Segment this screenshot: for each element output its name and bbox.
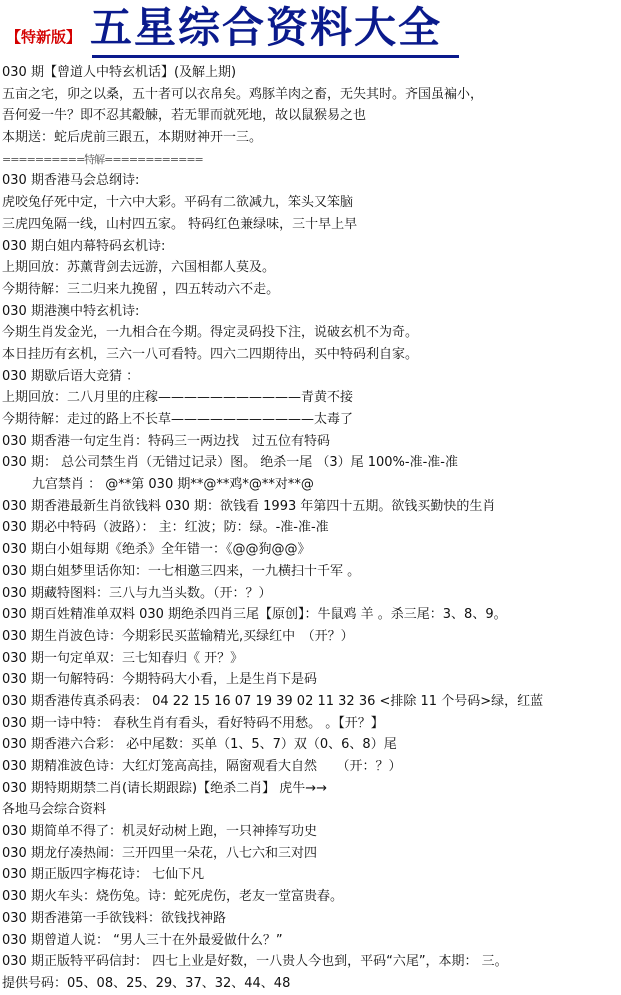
text-line: 030 期白小姐每期《绝杀》全年错一：《@@狗@@》 <box>2 542 311 558</box>
content-lines <box>2 62 619 995</box>
text-line: 030 期一诗中特： 春秋生肖有看头，看好特码不用愁。 。【开？】 <box>2 715 384 731</box>
text-line: 今期待解：三二归来九挽留 ，四五转动六不走。 <box>2 281 280 297</box>
text-line: 030 期一句解特码：今期特码大小看，上是生肖下是码 <box>2 672 317 688</box>
text-line: 本日挂历有玄机，三六一八可看特。四六二四期待出，买中特码利自家。 <box>2 346 419 362</box>
text-line: 提供号码：05、08、25、29、37、32、44、48 <box>2 975 291 991</box>
text-line: 今期生肖发金光，一九相合在今期。得定灵码投下注，说破玄机不为奇。 <box>2 325 419 341</box>
text-line: 030 期藏特图料：三八与九当头数。（开：？） <box>2 585 272 601</box>
text-line: 030 期香港第一手欲钱料：欲钱找神路 <box>2 910 226 926</box>
text-line: 三虎四兔隔一线，山村四五家。 特码红色兼绿味，三十早上早 <box>2 216 358 232</box>
text-line: 030 期一句定单双：三七知春归《 开？》 <box>2 650 244 666</box>
text-line: 030 期白姐内幕特码玄机诗: <box>2 238 166 254</box>
text-line: 上期回放：苏薰背剑去远游，六国相都人莫及。 <box>2 260 276 276</box>
text-line: 030 期香港一句定生肖：特码三一两边找 过五位有特码 <box>2 433 330 449</box>
text-line: 上期回放：二八月里的庄稼———————————青黄不接 <box>2 390 354 406</box>
text-line: 030 期龙仔凑热闹：三开四里一朵花，八七六和三对四 <box>2 845 317 861</box>
text-line: 本期送：蛇后虎前三跟五，本期财神开一三。 <box>2 130 263 146</box>
text-line: 030 期百姓精准单双料 030 期绝杀四肖三尾【原创】：牛鼠鸡 羊 。杀三尾：3、8、9。 <box>2 607 507 623</box>
text-line: 030 期香港六合彩： 必中尾数：买单（1、5、7）双（0、6、8）尾 <box>2 737 397 753</box>
text-line: 030 期香港最新生肖欲钱料 030 期：欲钱看 1993 年第四十五期。欲钱买勤快的生肖 <box>2 498 496 514</box>
text-line: 030 期正版特平码信封： 四七上业是好数，一八贵人今也到，平码“六尾”，本期： 三。 <box>2 954 508 970</box>
text-line: 030 期香港马会总纲诗: <box>2 173 140 189</box>
text-line: 虎咬兔仔死中定，十六中大彩。平码有二欲减九，笨头又笨脑 <box>2 195 354 211</box>
text-line: 030 期特期期禁二肖(请长期跟踪)【绝杀二肖】 虎牛→→ <box>2 780 328 796</box>
text-line: 今期待解：走过的路上不长草———————————太毒了 <box>2 412 354 427</box>
page-title: 五星综合资料大全 <box>90 3 443 52</box>
text-line: 吾何爱一牛？即不忍其觳觫，若无罪而就死地，故以鼠猴易之也 <box>2 108 367 124</box>
text-line: 030 期必中特码（波路）： 主：红波；防：绿。-准-准-准 <box>2 520 329 536</box>
text-line: 030 期歇后语大竞猜 ： <box>2 368 140 384</box>
text-line: 030 期生肖波色诗：今期彩民买蓝输精光,买绿红中 （开？） <box>2 628 354 644</box>
text-line: 030 期火车头：烧伤兔。诗：蛇死虎伤，老友一堂富贵春。 <box>2 889 343 905</box>
text-line: 030 期港澳中特玄机诗: <box>2 303 140 319</box>
title-underline <box>92 55 459 58</box>
text-line: 030 期香港传真杀码表： 04 22 15 16 07 19 39 02 11 32 36 <排除 11 个号码>绿，红蓝 <box>2 693 544 709</box>
divider-line: ==========特解============ <box>2 152 203 166</box>
text-line: 九宫禁肖 ： @**第 030 期**@**鸡*@**对**@ <box>32 477 314 493</box>
header <box>0 0 621 62</box>
text-line: 各地马会综合资料 <box>2 802 107 818</box>
text-line: 030 期： 总公司禁生肖（无错过记录）图。 绝杀一尾 （3）尾 100%-准-准-准 <box>2 455 458 471</box>
edition-badge: 【特新版】 <box>6 28 82 46</box>
text-line: 030 期曾道人说： “男人三十在外最爱做什么？” <box>2 932 283 948</box>
text-line: 五亩之宅，卯之以桑，五十者可以衣帛矣。鸡豚羊肉之畜，无失其时。齐国虽褊小， <box>2 86 484 102</box>
text-line: 030 期白姐梦里话你知：一七相邀三四来，一九横扫十千军 。 <box>2 563 361 579</box>
text-line: 030 期正版四字梅花诗： 七仙下凡 <box>2 867 205 883</box>
text-line: 030 期精准波色诗：大红灯笼高高挂，隔窗观看大自然 （开：？） <box>2 759 402 774</box>
text-line: 030 期【曾道人中特玄机话】(及解上期) <box>2 65 237 80</box>
text-line: 030 期简单不得了：机灵好动树上跑，一只神捧写功史 <box>2 824 317 840</box>
